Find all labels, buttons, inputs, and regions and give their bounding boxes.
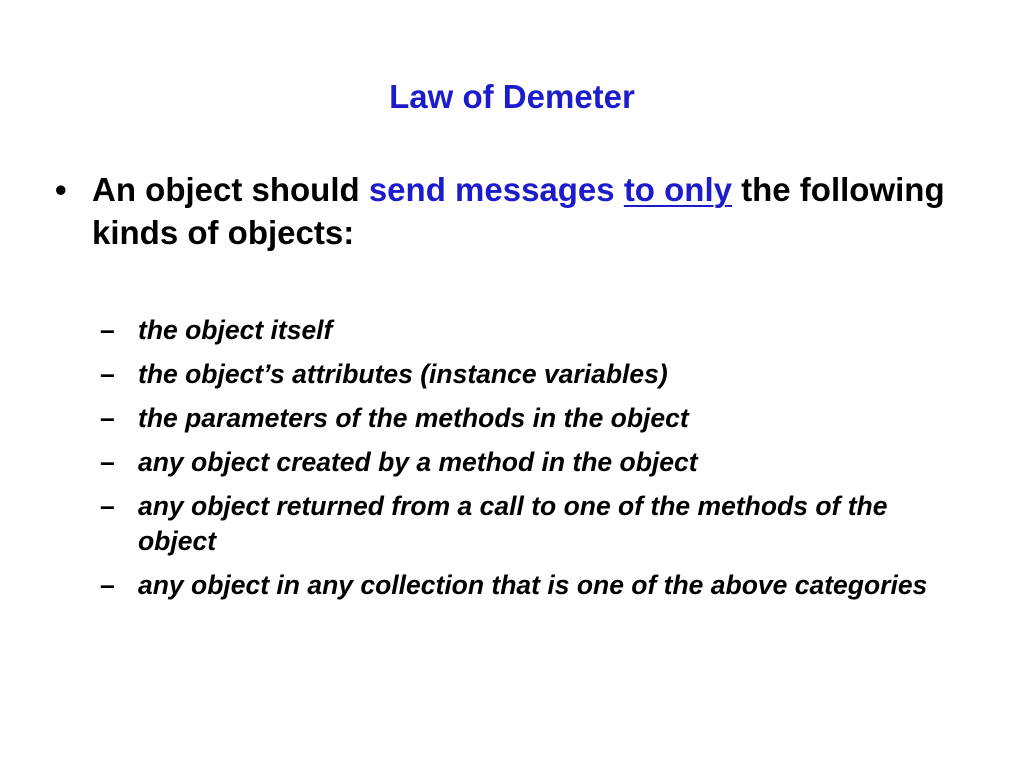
sub-bullet-text: any object created by a method in the object <box>138 447 698 477</box>
main-bullet <box>55 168 965 254</box>
slide-title: Law of Demeter <box>389 78 635 115</box>
main-bullet-text-before: An object should <box>92 171 369 208</box>
sub-bullet-item <box>100 568 960 603</box>
sub-bullet-text: the parameters of the methods in the object <box>138 403 689 433</box>
sub-bullet-item <box>100 313 960 348</box>
main-bullet-text <box>92 168 965 254</box>
dash-marker: – <box>100 570 115 600</box>
highlight-to-only: to only <box>623 171 732 208</box>
dash-marker: – <box>100 359 115 389</box>
sub-bullet-item <box>100 357 960 392</box>
sub-bullet-text: the object’s attributes (instance variables) <box>138 359 668 389</box>
sub-bullet-text: the object itself <box>138 315 333 345</box>
main-bullet-text-after: the following kinds of objects: <box>92 171 945 251</box>
bullet-marker: • <box>55 171 67 208</box>
dash-marker: – <box>100 315 115 345</box>
dash-marker: – <box>100 403 115 433</box>
dash-marker: – <box>100 491 115 521</box>
main-bullet-space <box>615 171 624 208</box>
sub-bullet-list <box>100 313 960 612</box>
sub-bullet-item <box>100 445 960 480</box>
dash-marker: – <box>100 447 115 477</box>
sub-bullet-text: any object in any collection that is one of the above categories <box>138 570 928 600</box>
sub-bullet-text: any object returned from a call to one of the methods of the object <box>138 491 888 556</box>
highlight-send-messages: send messages <box>368 171 615 208</box>
sub-bullet-item <box>100 401 960 436</box>
sub-bullet-item <box>100 489 960 559</box>
